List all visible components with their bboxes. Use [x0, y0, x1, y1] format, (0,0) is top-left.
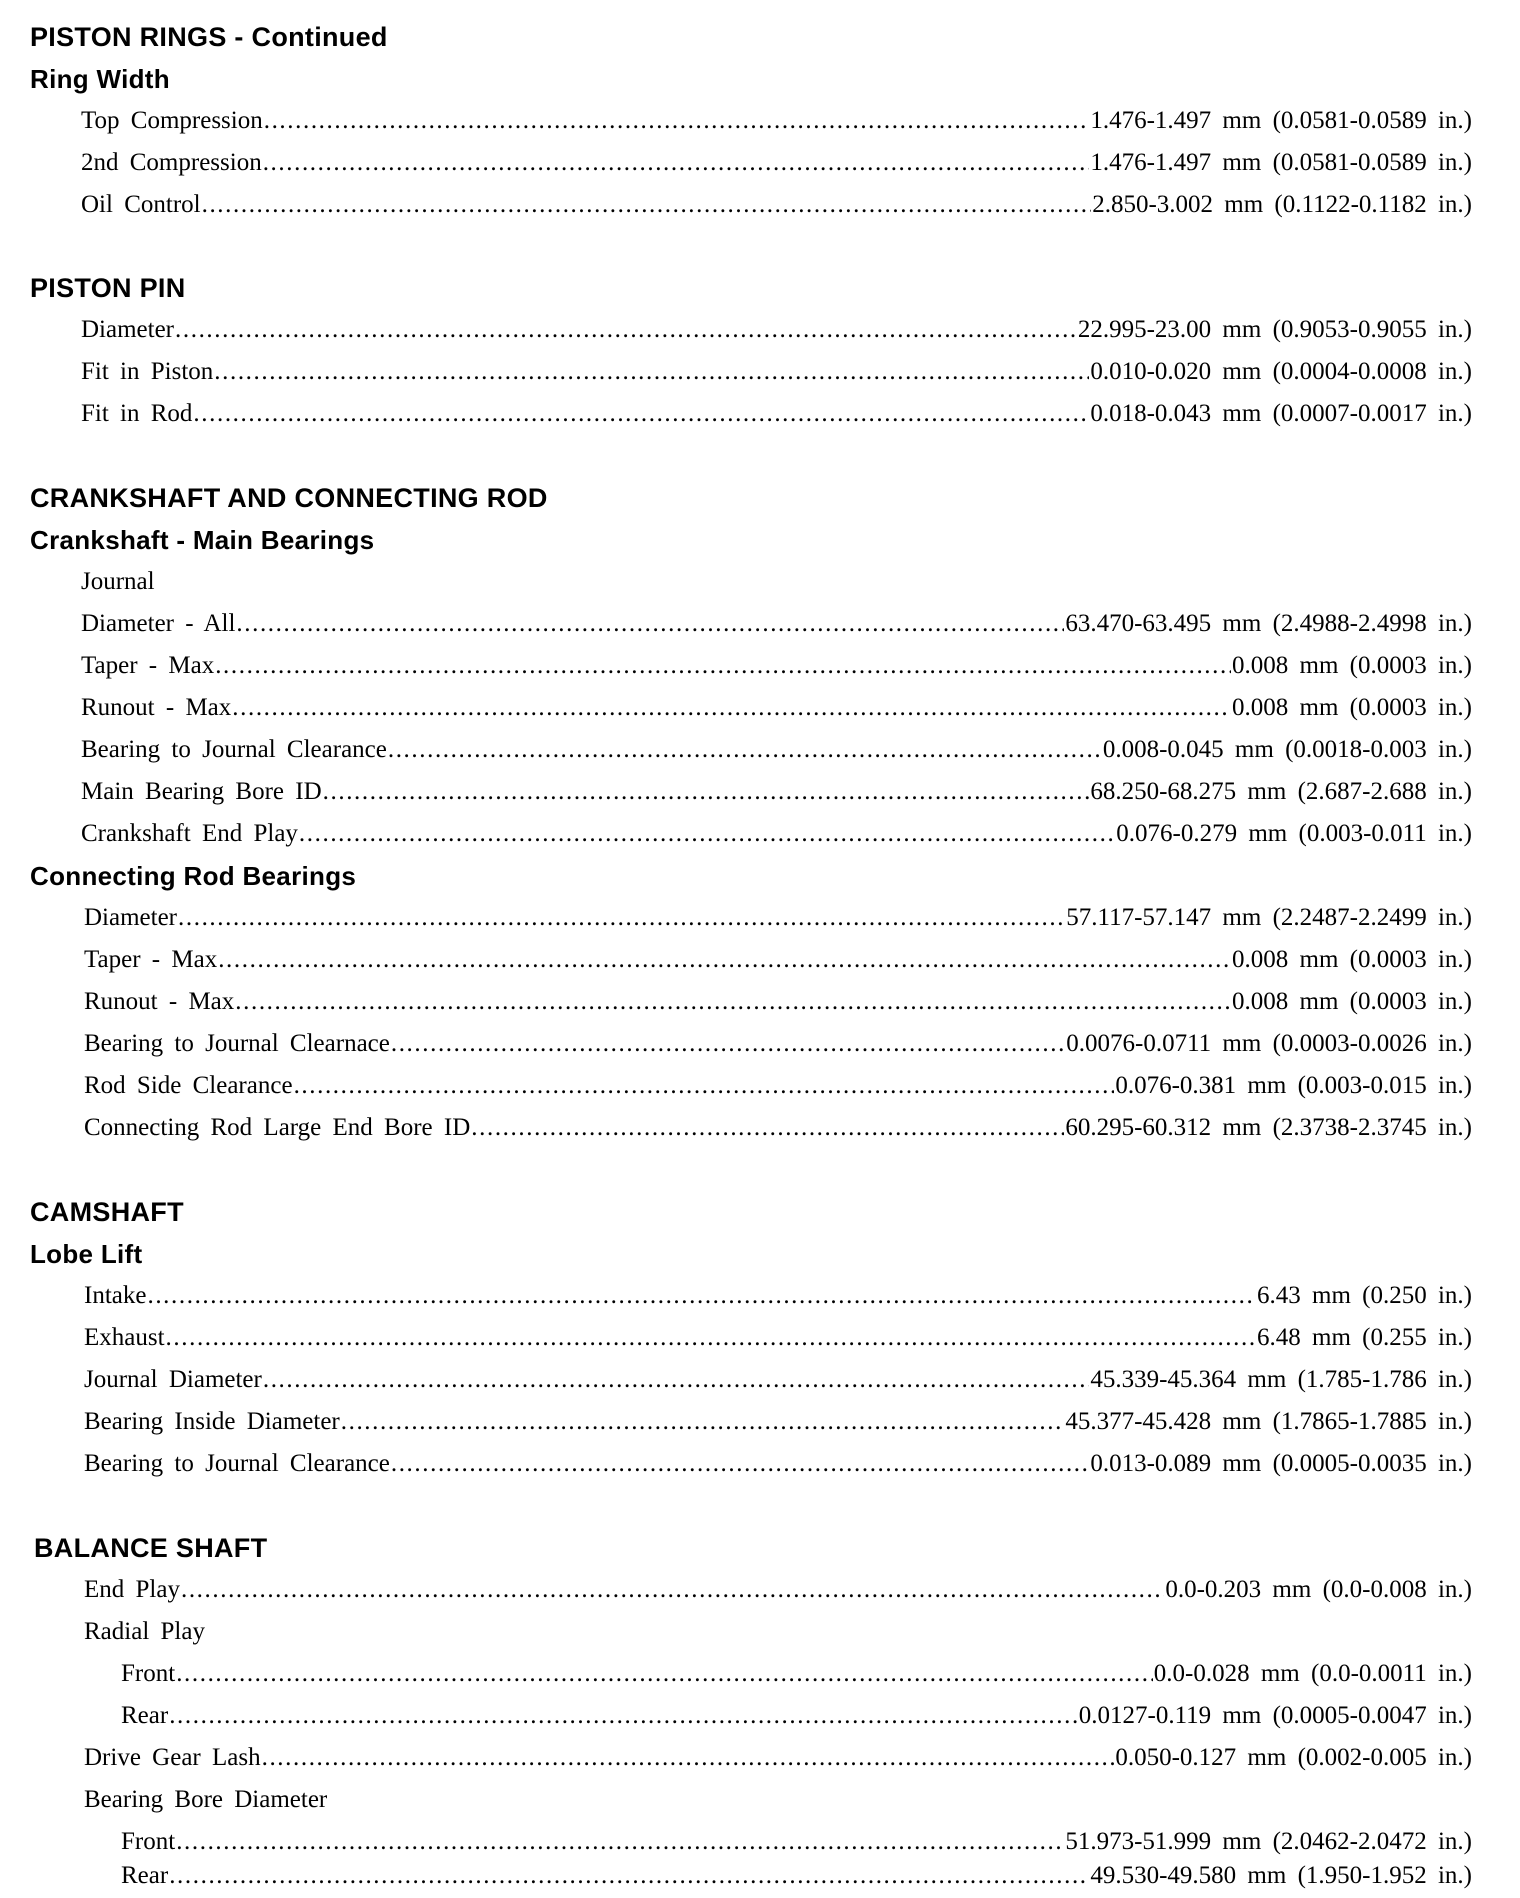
spec-value: 51.973-51.999 mm (2.0462-2.0472 in.)	[1065, 1828, 1472, 1855]
spec-label: 2nd Compression	[81, 149, 262, 176]
spec-row-exhaust	[84, 1317, 1472, 1359]
dot-leader	[388, 729, 1102, 771]
spec-label: Main Bearing Bore ID	[81, 778, 322, 805]
dot-leader	[264, 100, 1090, 142]
spec-label: Oil Control	[81, 191, 201, 218]
spec-value: 0.0-0.203 mm (0.0-0.008 in.)	[1165, 1576, 1472, 1603]
spec-row-cam-bearing-inside-diameter	[84, 1401, 1472, 1443]
spec-value: 6.43 mm (0.250 in.)	[1257, 1282, 1472, 1309]
spec-row-bore-rear	[121, 1856, 1472, 1896]
label-journal: Journal	[81, 568, 155, 595]
section-title-balance-shaft: BALANCE SHAFT	[34, 1533, 268, 1563]
section-title-camshaft: CAMSHAFT	[30, 1197, 184, 1227]
spec-value: 0.008 mm (0.0003 in.)	[1232, 694, 1472, 721]
spec-value: 0.010-0.020 mm (0.0004-0.0008 in.)	[1090, 358, 1472, 385]
spec-row-rod-large-end-bore	[84, 1107, 1472, 1149]
spec-row-drive-gear-lash	[84, 1737, 1472, 1779]
spec-row-intake	[84, 1275, 1472, 1317]
spec-row-radial-front	[121, 1653, 1472, 1695]
spec-row-rod-side-clearance	[84, 1065, 1472, 1107]
dot-leader	[178, 897, 1065, 939]
spec-row-journal-diameter	[81, 603, 1472, 645]
spec-row-pin-diameter	[81, 309, 1472, 351]
spec-label: Runout - Max	[84, 988, 235, 1015]
spec-row-fit-in-piston	[81, 351, 1472, 393]
spec-value: 1.476-1.497 mm (0.0581-0.0589 in.)	[1090, 107, 1472, 134]
dot-leader	[169, 1695, 1078, 1737]
spec-value: 0.076-0.381 mm (0.003-0.015 in.)	[1115, 1072, 1472, 1099]
spec-row-rod-diameter	[84, 897, 1472, 939]
dot-leader	[147, 1275, 1256, 1317]
dot-leader	[169, 1856, 1089, 1896]
spec-row-cam-journal-diameter	[84, 1359, 1472, 1401]
spec-label: Drive Gear Lash	[84, 1744, 261, 1771]
spec-row-rod-bearing-clearance	[84, 1023, 1472, 1065]
spec-row-journal-taper	[81, 645, 1472, 687]
spec-value: 57.117-57.147 mm (2.2487-2.2499 in.)	[1066, 904, 1472, 931]
spec-row-journal-runout	[81, 687, 1472, 729]
section-title-crankshaft: CRANKSHAFT AND CONNECTING ROD	[30, 483, 548, 513]
spec-label: Taper - Max	[81, 652, 215, 679]
spec-value: 60.295-60.312 mm (2.3738-2.3745 in.)	[1065, 1114, 1472, 1141]
spec-value: 22.995-23.00 mm (0.9053-0.9055 in.)	[1077, 316, 1472, 343]
spec-label: Diameter - All	[81, 610, 236, 637]
spec-value: 0.076-0.279 mm (0.003-0.011 in.)	[1116, 820, 1472, 847]
dot-leader	[176, 1653, 1153, 1695]
dot-leader	[202, 184, 1092, 226]
dot-leader	[175, 309, 1077, 351]
spec-row-fit-in-rod	[81, 393, 1472, 435]
spec-value: 0.050-0.127 mm (0.002-0.005 in.)	[1115, 1744, 1472, 1771]
spec-value: 0.008 mm (0.0003 in.)	[1232, 946, 1472, 973]
spec-row-main-bearing-bore	[81, 771, 1472, 813]
spec-value: 6.48 mm (0.255 in.)	[1257, 1324, 1472, 1351]
spec-label: Front	[121, 1660, 176, 1687]
spec-row-main-bearing-clearance	[81, 729, 1472, 771]
dot-leader	[391, 1443, 1090, 1485]
subheading-ring-width: Ring Width	[30, 64, 170, 94]
dot-leader	[262, 1737, 1115, 1779]
spec-label: Fit in Piston	[81, 358, 214, 385]
dot-leader	[341, 1401, 1065, 1443]
spec-value: 0.018-0.043 mm (0.0007-0.0017 in.)	[1090, 400, 1472, 427]
spec-label: Rear	[121, 1862, 169, 1889]
dot-leader	[215, 645, 1231, 687]
spec-label: Front	[121, 1828, 176, 1855]
dot-leader	[166, 1317, 1256, 1359]
dot-leader	[181, 1569, 1164, 1611]
spec-value: 45.377-45.428 mm (1.7865-1.7885 in.)	[1065, 1408, 1472, 1435]
section-title-piston-rings: PISTON RINGS - Continued	[30, 22, 388, 52]
dot-leader	[391, 1023, 1065, 1065]
spec-label: Rear	[121, 1702, 169, 1729]
spec-label: Runout - Max	[81, 694, 232, 721]
spec-label: Diameter	[81, 316, 175, 343]
dot-leader	[263, 142, 1090, 184]
spec-row-cam-bearing-clearance	[84, 1443, 1472, 1485]
spec-value: 45.339-45.364 mm (1.785-1.786 in.)	[1090, 1366, 1472, 1393]
dot-leader	[299, 813, 1115, 855]
spec-value: 0.008 mm (0.0003 in.)	[1232, 988, 1472, 1015]
dot-leader	[263, 1359, 1090, 1401]
label-radial-play: Radial Play	[84, 1618, 205, 1645]
spec-value: 63.470-63.495 mm (2.4988-2.4998 in.)	[1065, 610, 1472, 637]
spec-label: Fit in Rod	[81, 400, 193, 427]
spec-label: Journal Diameter	[84, 1366, 262, 1393]
spec-label: Exhaust	[84, 1324, 165, 1351]
dot-leader	[294, 1065, 1115, 1107]
spec-row-radial-rear	[121, 1695, 1472, 1737]
spec-row-crankshaft-end-play	[81, 813, 1472, 855]
subheading-rod-bearings: Connecting Rod Bearings	[30, 861, 357, 891]
spec-value: 2.850-3.002 mm (0.1122-0.1182 in.)	[1092, 191, 1472, 218]
dot-leader	[193, 393, 1089, 435]
dot-leader	[218, 939, 1231, 981]
section-title-piston-pin: PISTON PIN	[30, 273, 186, 303]
spec-label: End Play	[84, 1576, 180, 1603]
spec-label: Bearing to Journal Clearnace	[84, 1030, 390, 1057]
spec-label: Rod Side Clearance	[84, 1072, 293, 1099]
spec-label: Intake	[84, 1282, 147, 1309]
spec-label: Crankshaft End Play	[81, 820, 298, 847]
spec-label: Bearing to Journal Clearance	[81, 736, 387, 763]
spec-row-rod-runout	[84, 981, 1472, 1023]
dot-leader	[236, 603, 1064, 645]
subheading-main-bearings: Crankshaft - Main Bearings	[30, 525, 375, 555]
dot-leader	[214, 351, 1089, 393]
spec-value: 0.008-0.045 mm (0.0018-0.003 in.)	[1102, 736, 1472, 763]
spec-row-end-play	[84, 1569, 1472, 1611]
dot-leader	[323, 771, 1090, 813]
spec-label: Top Compression	[81, 107, 263, 134]
spec-label: Diameter	[84, 904, 178, 931]
spec-value: 0.0076-0.0711 mm (0.0003-0.0026 in.)	[1066, 1030, 1472, 1057]
spec-label: Connecting Rod Large End Bore ID	[84, 1114, 471, 1141]
spec-value: 0.008 mm (0.0003 in.)	[1232, 652, 1472, 679]
spec-value: 0.0-0.028 mm (0.0-0.0011 in.)	[1153, 1660, 1472, 1687]
spec-row-rod-taper	[84, 939, 1472, 981]
spec-value: 0.0127-0.119 mm (0.0005-0.0047 in.)	[1078, 1702, 1472, 1729]
dot-leader	[471, 1107, 1064, 1149]
spec-value: 0.013-0.089 mm (0.0005-0.0035 in.)	[1090, 1450, 1472, 1477]
spec-label: Taper - Max	[84, 946, 218, 973]
dot-leader	[232, 687, 1231, 729]
spec-value: 68.250-68.275 mm (2.687-2.688 in.)	[1090, 778, 1472, 805]
spec-value: 49.530-49.580 mm (1.950-1.952 in.)	[1090, 1862, 1472, 1889]
spec-row-oil-control	[81, 184, 1472, 226]
subheading-lobe-lift: Lobe Lift	[30, 1239, 143, 1269]
dot-leader	[235, 981, 1231, 1023]
label-bearing-bore-diameter: Bearing Bore Diameter	[84, 1786, 328, 1813]
spec-row-top-compression	[81, 100, 1472, 142]
spec-label: Bearing Inside Diameter	[84, 1408, 340, 1435]
spec-value: 1.476-1.497 mm (0.0581-0.0589 in.)	[1090, 149, 1472, 176]
spec-label: Bearing to Journal Clearance	[84, 1450, 390, 1477]
spec-row-2nd-compression	[81, 142, 1472, 184]
